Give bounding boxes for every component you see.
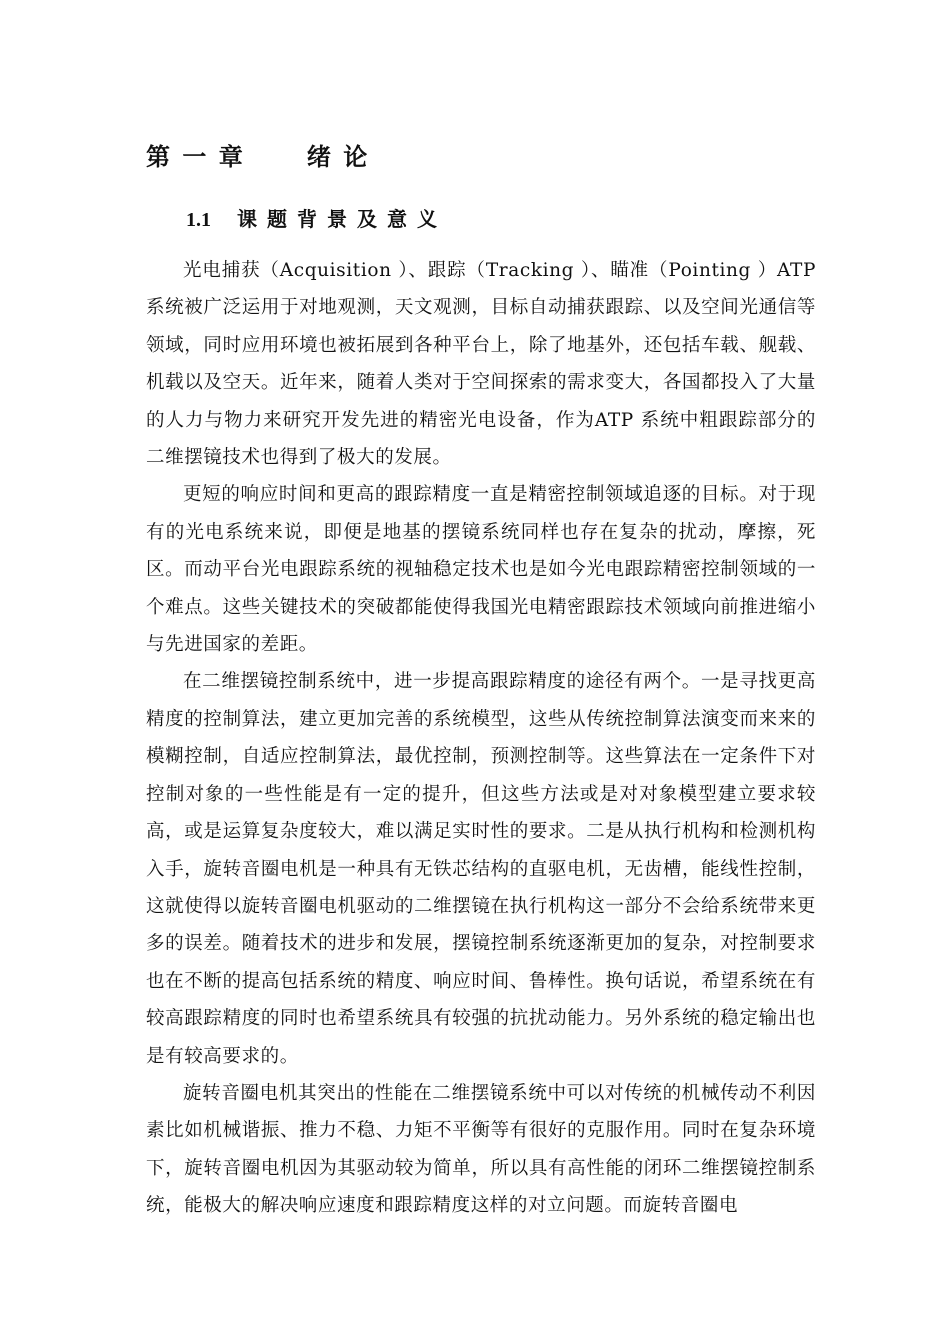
paragraph-2: 更短的响应时间和更高的跟踪精度一直是精密控制领域追逐的目标。对于现有的光电系统来说，即便是地基的摆镜系统同样也存在复杂的扰动，摩擦，死区。而动平台光电跟踪系统的视轴稳定技术也是如今光电跟踪精密控制领域的一个难点。这些关键技术的突破都能使得我国光电精密跟踪技术领域向前推进缩小与先进国家的差距。 bbox=[146, 484, 816, 656]
paragraph-3: 在二维摆镜控制系统中，进一步提高跟踪精度的途径有两个。一是寻找更高精度的控制算法，建立更加完善的系统模型，这些从传统控制算法演变而来来的模糊控制，自适应控制算法，最优控制，预测控制等。这些算法在一定条件下对控制对象的一些性能是有一定的提升，但这些方法或是对对象模型建立要求较高，或是运算复杂度较大，难以满足实时性的要求。二是从执行机构和检测机构入手，旋转音圈电机是一种具有无铁芯结构的直驱电机，无齿槽，能线性控制，这就使得以旋转音圈电机驱动的二维摆镜在执行机构这一部分不会给系统带来更多的误差。随着技术的进步和发展，摆镜控制系统逐渐更加的复杂，对控制要求也在不断的提高包括系统的精度、响应时间、鲁棒性。换句话说，希望系统在有较高跟踪精度的同时也希望系统具有较强的抗扰动能力。另外系统的稳定输出也是有较高要求的。 bbox=[146, 671, 816, 1067]
section-heading bbox=[186, 203, 447, 236]
paragraph-4: 旋转音圈电机其突出的性能在二维摆镜系统中可以对传统的机械传动不利因素比如机械谐振、推力不稳、力矩不平衡等有很好的克服作用。同时在复杂环境下，旋转音圈电机因为其驱动较为简单，所以具有高性能的闭环二维摆镜控制系统，能极大的解决响应速度和跟踪精度这样的对立问题。而旋转音圈电 bbox=[146, 1082, 816, 1217]
section-title: 课题背景及意义 bbox=[237, 207, 447, 231]
paragraph-1: 光电捕获（Acquisition ）、跟踪（Tracking ）、瞄准（Pointing ）ATP 系统被广泛运用于对地观测，天文观测，目标自动捕获跟踪、以及空间光通信等领域，同时应用环境也被拓展到各种平台上，除了地基外，还包括车载、舰载、机载以及空天。近年来，随着人类对于空间探索的需求变大，各国都投入了大量的人力与物力来研究开发先进的精密光电设备，作为ATP 系统中粗跟踪部分的二维摆镜技术也得到了极大的发展。 bbox=[146, 260, 816, 469]
chapter-title: 第 一 章 绪 论 bbox=[146, 143, 370, 171]
section-number: 1.1 bbox=[186, 209, 211, 231]
body-text bbox=[146, 252, 816, 1225]
